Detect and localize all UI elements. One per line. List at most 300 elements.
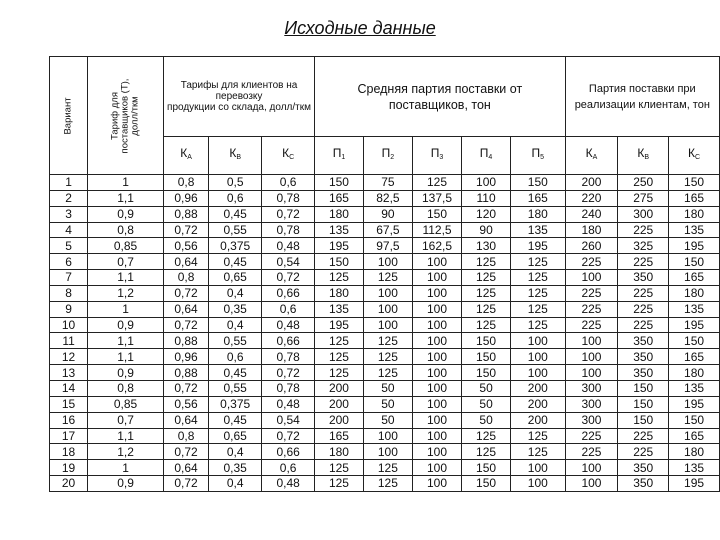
- table-cell: 100: [511, 476, 566, 492]
- table-cell: 75: [363, 175, 412, 191]
- table-row: [50, 301, 720, 317]
- table-row: [50, 349, 720, 365]
- table-cell: 0,96: [163, 349, 208, 365]
- table-cell: 120: [462, 206, 511, 222]
- table-cell: 19: [50, 460, 88, 476]
- table-cell: 125: [511, 428, 566, 444]
- table-cell: 195: [669, 317, 720, 333]
- table-cell: 200: [315, 380, 364, 396]
- table-cell: 150: [618, 396, 669, 412]
- column-code-header: [669, 137, 720, 175]
- column-code-header: [163, 137, 208, 175]
- table-cell: 180: [511, 206, 566, 222]
- table-cell: 9: [50, 301, 88, 317]
- table-cell: 165: [669, 270, 720, 286]
- code-subscript: 2: [390, 154, 395, 161]
- code-base: К: [585, 146, 593, 160]
- code-subscript: 3: [439, 154, 444, 161]
- table-cell: 150: [669, 254, 720, 270]
- table-row: [50, 175, 720, 191]
- variant-header: [50, 57, 88, 175]
- table-cell: 225: [565, 285, 618, 301]
- table-cell: 150: [462, 349, 511, 365]
- table-cell: 325: [618, 238, 669, 254]
- table-cell: 125: [363, 270, 412, 286]
- table-row: [50, 396, 720, 412]
- table-cell: 200: [511, 380, 566, 396]
- table-cell: 125: [511, 444, 566, 460]
- table-cell: 100: [412, 333, 461, 349]
- table-cell: 165: [669, 428, 720, 444]
- table-cell: 125: [511, 301, 566, 317]
- table-cell: 225: [565, 428, 618, 444]
- table-cell: 0,375: [209, 238, 262, 254]
- table-cell: 125: [412, 175, 461, 191]
- table-cell: 90: [462, 222, 511, 238]
- table-cell: 220: [565, 190, 618, 206]
- table-cell: 100: [363, 301, 412, 317]
- table-row: [50, 190, 720, 206]
- table-cell: 0,54: [262, 412, 315, 428]
- table-cell: 150: [462, 365, 511, 381]
- table-cell: 225: [565, 444, 618, 460]
- table-cell: 100: [511, 349, 566, 365]
- table-row: [50, 270, 720, 286]
- table-cell: 225: [565, 301, 618, 317]
- table-cell: 0,88: [163, 365, 208, 381]
- table-cell: 0,72: [163, 476, 208, 492]
- table-row: [50, 285, 720, 301]
- table-cell: 137,5: [412, 190, 461, 206]
- table-cell: 50: [363, 412, 412, 428]
- table-cell: 135: [315, 301, 364, 317]
- table-cell: 225: [618, 301, 669, 317]
- table-cell: 300: [565, 412, 618, 428]
- column-code-header: [565, 137, 618, 175]
- table-cell: 180: [565, 222, 618, 238]
- table-row: [50, 222, 720, 238]
- table-cell: 150: [462, 333, 511, 349]
- table-cell: 100: [412, 380, 461, 396]
- table-cell: 0,96: [163, 190, 208, 206]
- table-cell: 7: [50, 270, 88, 286]
- table-cell: 50: [462, 380, 511, 396]
- table-cell: 150: [462, 476, 511, 492]
- table-cell: 200: [511, 412, 566, 428]
- table-cell: 0,45: [209, 365, 262, 381]
- table-cell: 0,35: [209, 460, 262, 476]
- column-code-header: [412, 137, 461, 175]
- table-cell: 100: [363, 285, 412, 301]
- table-cell: 150: [315, 254, 364, 270]
- table-cell: 150: [669, 412, 720, 428]
- table-cell: 0,78: [262, 222, 315, 238]
- table-cell: 180: [315, 285, 364, 301]
- table-cell: 0,8: [163, 175, 208, 191]
- table-cell: 100: [412, 460, 461, 476]
- table-cell: 125: [511, 254, 566, 270]
- table-cell: 1,2: [88, 444, 164, 460]
- table-cell: 165: [669, 190, 720, 206]
- table-cell: 180: [669, 444, 720, 460]
- table-cell: 350: [618, 270, 669, 286]
- table-cell: 0,48: [262, 317, 315, 333]
- table-cell: 1: [88, 460, 164, 476]
- table-cell: 150: [669, 333, 720, 349]
- code-base: П: [430, 146, 440, 160]
- table-cell: 150: [618, 412, 669, 428]
- table-cell: 1,1: [88, 428, 164, 444]
- table-cell: 0,66: [262, 444, 315, 460]
- table-cell: 225: [618, 222, 669, 238]
- table-cell: 11: [50, 333, 88, 349]
- table-cell: 100: [363, 444, 412, 460]
- table-row: [50, 365, 720, 381]
- table-cell: 225: [565, 254, 618, 270]
- table-cell: 100: [565, 365, 618, 381]
- table-cell: 0,64: [163, 460, 208, 476]
- table-cell: 0,5: [209, 175, 262, 191]
- table-cell: 0,72: [163, 380, 208, 396]
- table-cell: 135: [669, 460, 720, 476]
- table-cell: 100: [565, 476, 618, 492]
- table-cell: 225: [565, 317, 618, 333]
- table-cell: 195: [315, 317, 364, 333]
- table-cell: 300: [618, 206, 669, 222]
- table-cell: 0,54: [262, 254, 315, 270]
- table-cell: 50: [462, 396, 511, 412]
- table-cell: 180: [669, 285, 720, 301]
- table-cell: 0,88: [163, 206, 208, 222]
- code-subscript: С: [289, 154, 295, 161]
- code-base: К: [688, 146, 696, 160]
- table-cell: 0,6: [262, 460, 315, 476]
- source-data-table: [49, 56, 720, 492]
- table-cell: 0,56: [163, 238, 208, 254]
- table-cell: 225: [618, 285, 669, 301]
- table-cell: 125: [462, 270, 511, 286]
- table-cell: 14: [50, 380, 88, 396]
- table-cell: 125: [315, 270, 364, 286]
- table-cell: 1,2: [88, 285, 164, 301]
- table-cell: 0,88: [163, 333, 208, 349]
- table-cell: 135: [669, 380, 720, 396]
- table-cell: 135: [511, 222, 566, 238]
- table-cell: 0,48: [262, 396, 315, 412]
- table-cell: 135: [669, 301, 720, 317]
- table-cell: 0,78: [262, 190, 315, 206]
- table-cell: 100: [412, 270, 461, 286]
- table-cell: 225: [618, 444, 669, 460]
- code-subscript: С: [695, 154, 701, 161]
- table-cell: 0,72: [262, 428, 315, 444]
- table-cell: 100: [412, 301, 461, 317]
- table-cell: 97,5: [363, 238, 412, 254]
- table-cell: 82,5: [363, 190, 412, 206]
- table-row: [50, 380, 720, 396]
- table-cell: 200: [315, 412, 364, 428]
- table-cell: 200: [315, 396, 364, 412]
- table-cell: 275: [618, 190, 669, 206]
- table-cell: 3: [50, 206, 88, 222]
- table-cell: 100: [565, 460, 618, 476]
- table-cell: 162,5: [412, 238, 461, 254]
- table-cell: 100: [412, 254, 461, 270]
- table-cell: 0,72: [163, 285, 208, 301]
- table-cell: 0,6: [209, 190, 262, 206]
- table-cell: 0,6: [209, 349, 262, 365]
- table-cell: 0,8: [88, 380, 164, 396]
- table-cell: 0,9: [88, 206, 164, 222]
- table-cell: 6: [50, 254, 88, 270]
- table-row: [50, 460, 720, 476]
- avg-supplier-lot-header: Средняя партия поставки от поставщиков, тон: [315, 57, 566, 137]
- table-cell: 125: [363, 349, 412, 365]
- table-cell: 125: [315, 365, 364, 381]
- table-cell: 125: [315, 333, 364, 349]
- table-cell: 125: [511, 285, 566, 301]
- table-cell: 0,55: [209, 222, 262, 238]
- table-cell: 100: [511, 365, 566, 381]
- table-cell: 150: [511, 175, 566, 191]
- table-cell: 125: [462, 444, 511, 460]
- table-cell: 0,375: [209, 396, 262, 412]
- table-cell: 0,72: [163, 317, 208, 333]
- table-row: [50, 428, 720, 444]
- table-row: [50, 317, 720, 333]
- table-cell: 250: [618, 175, 669, 191]
- table-cell: 150: [618, 380, 669, 396]
- table-cell: 15: [50, 396, 88, 412]
- table-cell: 0,7: [88, 254, 164, 270]
- column-code-header: [462, 137, 511, 175]
- table-cell: 100: [565, 333, 618, 349]
- table-body: [50, 175, 720, 492]
- table-cell: 350: [618, 349, 669, 365]
- table-cell: 100: [412, 317, 461, 333]
- table-cell: 125: [315, 476, 364, 492]
- table-cell: 0,72: [163, 444, 208, 460]
- table-cell: 0,4: [209, 476, 262, 492]
- table-cell: 180: [669, 365, 720, 381]
- table-cell: 10: [50, 317, 88, 333]
- column-code-header: [363, 137, 412, 175]
- code-subscript: А: [187, 154, 192, 161]
- column-code-header: [262, 137, 315, 175]
- table-cell: 350: [618, 460, 669, 476]
- table-cell: 110: [462, 190, 511, 206]
- table-cell: 0,56: [163, 396, 208, 412]
- table-cell: 150: [669, 175, 720, 191]
- code-base: П: [531, 146, 541, 160]
- table-row: [50, 444, 720, 460]
- table-cell: 350: [618, 333, 669, 349]
- table-cell: 100: [565, 349, 618, 365]
- code-subscript: 4: [488, 154, 493, 161]
- client-tariffs-header: Тарифы для клиентов на перевозку продукции со склада, долл/ткм: [163, 57, 314, 137]
- table-cell: 300: [565, 396, 618, 412]
- table-cell: 180: [315, 206, 364, 222]
- table-cell: 350: [618, 365, 669, 381]
- table-cell: 200: [511, 396, 566, 412]
- table-cell: 240: [565, 206, 618, 222]
- table-cell: 90: [363, 206, 412, 222]
- table-cell: 0,9: [88, 317, 164, 333]
- table-cell: 225: [618, 254, 669, 270]
- table-cell: 8: [50, 285, 88, 301]
- code-base: К: [180, 146, 188, 160]
- table-cell: 135: [669, 222, 720, 238]
- table-cell: 100: [412, 428, 461, 444]
- table-cell: 4: [50, 222, 88, 238]
- table-cell: 100: [412, 412, 461, 428]
- table-row: [50, 254, 720, 270]
- table-cell: 0,66: [262, 333, 315, 349]
- table-cell: 0,9: [88, 365, 164, 381]
- code-base: П: [381, 146, 391, 160]
- table-cell: 225: [618, 428, 669, 444]
- table-cell: 0,64: [163, 301, 208, 317]
- table-cell: 0,45: [209, 412, 262, 428]
- table-cell: 0,4: [209, 285, 262, 301]
- variant-header-label: Вариант: [62, 97, 74, 135]
- table-cell: 50: [363, 396, 412, 412]
- table-cell: 100: [412, 444, 461, 460]
- table-cell: 0,8: [163, 270, 208, 286]
- table-cell: 0,8: [88, 222, 164, 238]
- table-cell: 0,8: [163, 428, 208, 444]
- code-subscript: В: [236, 154, 241, 161]
- table-cell: 100: [565, 270, 618, 286]
- table-cell: 100: [363, 428, 412, 444]
- table-cell: 0,65: [209, 428, 262, 444]
- table-cell: 18: [50, 444, 88, 460]
- table-cell: 0,35: [209, 301, 262, 317]
- page-title: Исходные данные: [284, 18, 436, 38]
- table-cell: 0,6: [262, 175, 315, 191]
- table-cell: 0,72: [262, 270, 315, 286]
- table-cell: 1: [88, 175, 164, 191]
- table-cell: 195: [315, 238, 364, 254]
- table-cell: 225: [618, 317, 669, 333]
- table-cell: 1,1: [88, 270, 164, 286]
- table-cell: 0,45: [209, 254, 262, 270]
- table-cell: 12: [50, 349, 88, 365]
- table-cell: 135: [315, 222, 364, 238]
- code-base: К: [637, 146, 645, 160]
- table-cell: 125: [462, 254, 511, 270]
- table-cell: 125: [363, 333, 412, 349]
- table-row: [50, 206, 720, 222]
- table-cell: 195: [669, 476, 720, 492]
- table-cell: 0,6: [262, 301, 315, 317]
- column-code-header: [511, 137, 566, 175]
- table-cell: 0,64: [163, 412, 208, 428]
- table-cell: 150: [462, 460, 511, 476]
- table-cell: 100: [412, 285, 461, 301]
- table-cell: 100: [462, 175, 511, 191]
- table-cell: 67,5: [363, 222, 412, 238]
- table-cell: 1,1: [88, 190, 164, 206]
- table-cell: 125: [462, 428, 511, 444]
- table-cell: 125: [462, 301, 511, 317]
- table-cell: 1,1: [88, 333, 164, 349]
- table-cell: 100: [363, 317, 412, 333]
- table-cell: 180: [669, 206, 720, 222]
- table-cell: 0,55: [209, 333, 262, 349]
- table-cell: 100: [412, 349, 461, 365]
- table-row: [50, 412, 720, 428]
- table-cell: 260: [565, 238, 618, 254]
- table-cell: 165: [315, 190, 364, 206]
- table-cell: 125: [462, 317, 511, 333]
- table-cell: 50: [462, 412, 511, 428]
- table-cell: 16: [50, 412, 88, 428]
- code-base: К: [282, 146, 290, 160]
- table-cell: 100: [412, 396, 461, 412]
- table-cell: 125: [363, 476, 412, 492]
- table-cell: 0,4: [209, 444, 262, 460]
- table-cell: 1: [50, 175, 88, 191]
- column-code-header: [618, 137, 669, 175]
- table-cell: 17: [50, 428, 88, 444]
- table-cell: 195: [669, 396, 720, 412]
- column-code-header: [315, 137, 364, 175]
- table-cell: 150: [315, 175, 364, 191]
- table-cell: 125: [511, 317, 566, 333]
- client-lot-header: Партия поставки при реализации клиентам, тон: [565, 57, 719, 137]
- table-cell: 13: [50, 365, 88, 381]
- table-cell: 125: [511, 270, 566, 286]
- table-cell: 0,72: [262, 206, 315, 222]
- table-cell: 0,7: [88, 412, 164, 428]
- column-code-header: [209, 137, 262, 175]
- table-cell: 125: [363, 365, 412, 381]
- table-cell: 0,48: [262, 238, 315, 254]
- table-cell: 165: [669, 349, 720, 365]
- code-subscript: 1: [341, 154, 346, 161]
- table-cell: 0,78: [262, 349, 315, 365]
- table-cell: 100: [412, 476, 461, 492]
- table-cell: 0,48: [262, 476, 315, 492]
- table-cell: 195: [511, 238, 566, 254]
- code-base: П: [479, 146, 489, 160]
- table-cell: 130: [462, 238, 511, 254]
- table-cell: 100: [363, 254, 412, 270]
- table-cell: 200: [565, 175, 618, 191]
- table-cell: 125: [363, 460, 412, 476]
- table-cell: 0,66: [262, 285, 315, 301]
- table-cell: 0,78: [262, 380, 315, 396]
- table-cell: 165: [315, 428, 364, 444]
- table-cell: 100: [511, 333, 566, 349]
- table-cell: 0,65: [209, 270, 262, 286]
- table-cell: 0,55: [209, 380, 262, 396]
- table-cell: 180: [315, 444, 364, 460]
- table-cell: 1,1: [88, 349, 164, 365]
- table-cell: 300: [565, 380, 618, 396]
- table-cell: 100: [511, 460, 566, 476]
- code-subscript: 5: [540, 154, 545, 161]
- table-row: [50, 238, 720, 254]
- table-cell: 195: [669, 238, 720, 254]
- code-base: К: [229, 146, 237, 160]
- table-cell: 20: [50, 476, 88, 492]
- table-cell: 165: [511, 190, 566, 206]
- table-cell: 125: [462, 285, 511, 301]
- table-cell: 0,4: [209, 317, 262, 333]
- table-row: [50, 476, 720, 492]
